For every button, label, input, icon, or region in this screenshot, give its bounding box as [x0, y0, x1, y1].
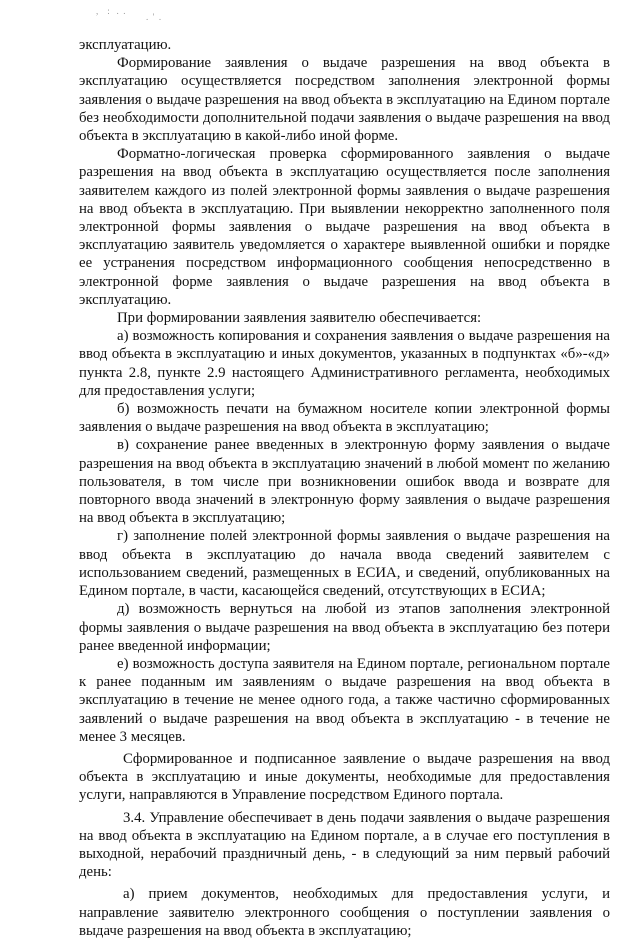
paragraph-provision-intro: При формировании заявления заявителю обеспечивается: — [117, 310, 482, 327]
list-item-g: г) заполнение полей электронной формы заявления о выдаче разрешения на ввод объекта в эксплуатацию до начала ввода сведений заявителем с использованием сведений, размещенных в ЕСИА, и сведений, опубликованных на Едином портале, в части, касающейся сведений, отсутствующих в ЕСИА; — [79, 528, 610, 600]
scan-artifact: . ' . — [146, 12, 162, 22]
scan-artifact: , : . . — [96, 6, 126, 16]
paragraph-continuation: эксплуатацию. — [79, 37, 172, 53]
list-item-v: в) сохранение ранее введенных в электронную форму заявления о выдаче разрешения на ввод объекта в эксплуатацию значений в любой момент по желанию пользователя, в том числе при возникновении ошибок ввода и возврате для повторного ввода значений в электронную форму заявления о выдаче разрешения на ввод объекта в эксплуатацию; — [79, 437, 610, 527]
paragraph-3-4: 3.4. Управление обеспечивает в день подачи заявления о выдаче разрешения на ввод объекта в эксплуатацию на Едином портале, а в случае его поступления в выходной, нерабочий праздничный день, - в следующий за ним первый рабочий день: — [79, 809, 610, 881]
list-item-b: б) возможность печати на бумажном носителе копии электронной формы заявления о выдаче разрешения на ввод объекта в эксплуатацию; — [79, 401, 610, 436]
paragraph-submission: Сформированное и подписанное заявление о выдаче разрешения на ввод объекта в эксплуатацию и иные документы, необходимые для предоставления услуги, направляются в Управление посредством Единого портала. — [79, 750, 610, 804]
paragraph-form-filling: Формирование заявления о выдаче разрешения на ввод объекта в эксплуатацию осуществляется посредством заполнения электронной формы заявления о выдаче разрешения на ввод объекта в эксплуатацию на Едином портале без необходимости дополнительной подачи заявления о выдаче разрешения на ввод объекта в эксплуатацию в какой-либо иной форме. — [79, 55, 610, 145]
list-item-3-4-a: а) прием документов, необходимых для предоставления услуги, и направление заявителю электронного сообщения о поступлении заявления о выдаче разрешения на ввод объекта в эксплуатацию; — [79, 886, 610, 939]
list-item-e: е) возможность доступа заявителя на Едином портале, региональном портале к ранее поданным им заявлениям о выдаче разрешения на ввод объекта в эксплуатацию в течение не менее одного года, а также частично сформированных заявлений о выдаче разрешения на ввод объекта в эксплуатацию - в течение не менее 3 месяцев. — [79, 655, 610, 745]
paragraph-format-check: Форматно-логическая проверка сформированного заявления о выдаче разрешения на ввод объекта в эксплуатацию осуществляется после заполнения заявителем каждого из полей электронной формы заявления о выдаче разрешения на ввод объекта в эксплуатацию. При выявлении некорректно заполненного поля электронной формы заявления о выдаче разрешения на ввод объекта в эксплуатацию заявитель уведомляется о характере выявленной ошибки и порядке ее устранения посредством информационного сообщения непосредственно в электронной форме заявления о выдаче разрешения на ввод объекта в эксплуатацию. — [79, 146, 610, 308]
list-item-a: а) возможность копирования и сохранения заявления о выдаче разрешения на ввод объекта в эксплуатацию и иных документов, указанных в подпунктах «б»-«д» пункта 2.8, пункте 2.9 настоящего Административного регламента, необходимых для предоставления услуги; — [79, 328, 610, 399]
list-item-d: д) возможность вернуться на любой из этапов заполнения электронной формы заявления о выдаче разрешения на ввод объекта в эксплуатацию без потери ранее введенной информации; — [79, 601, 610, 654]
